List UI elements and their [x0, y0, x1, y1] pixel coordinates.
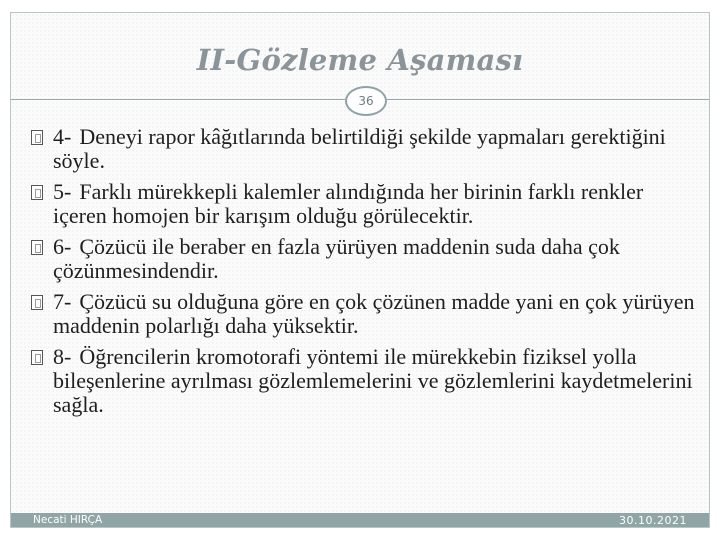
list-item	[31, 235, 696, 283]
item-number: 6-	[53, 234, 72, 259]
footer-author: Necati HIRÇA	[33, 514, 103, 526]
title-divider-left	[11, 99, 345, 100]
square-bullet-icon	[31, 240, 43, 255]
item-number: 5-	[53, 179, 72, 204]
list-item	[31, 290, 696, 338]
bullet-list	[31, 125, 696, 424]
square-bullet-icon	[31, 350, 43, 365]
item-number: 4-	[53, 124, 72, 149]
item-text: Çözücü su olduğuna göre en çok çözünen madde yani en çok yürüyen maddenin polarlığı daha yüksektir.	[53, 289, 695, 338]
title-divider-right	[387, 99, 709, 100]
item-text: Öğrencilerin kromotorafi yöntemi ile mürekkebin fiziksel yolla bileşenlerine ayrılması gözlemlemelerini ve gözlemlerini kaydetmelerini sağla.	[53, 344, 693, 417]
item-number: 7-	[53, 289, 72, 314]
list-item	[31, 180, 696, 228]
item-text: Farklı mürekkepli kalemler alındığında her birinin farklı renkler içeren homojen bir karışım olduğu görülecektir.	[53, 179, 644, 228]
page-number-badge: 36	[345, 86, 387, 116]
item-text: Deneyi rapor kâğıtlarında belirtildiği şekilde yapmaları gerektiğini söyle.	[53, 124, 666, 173]
item-number: 8-	[53, 344, 72, 369]
slide-title: II-Gözleme Aşaması	[196, 43, 524, 77]
square-bullet-icon	[31, 295, 43, 310]
square-bullet-icon	[31, 185, 43, 200]
square-bullet-icon	[31, 130, 43, 145]
footer-bar	[11, 513, 709, 527]
list-item	[31, 125, 696, 173]
list-item	[31, 345, 696, 417]
item-text: Çözücü ile beraber en fazla yürüyen maddenin suda daha çok çözünmesindendir.	[53, 234, 620, 283]
slide	[10, 12, 710, 528]
footer-date: 30.10.2021	[619, 514, 687, 527]
